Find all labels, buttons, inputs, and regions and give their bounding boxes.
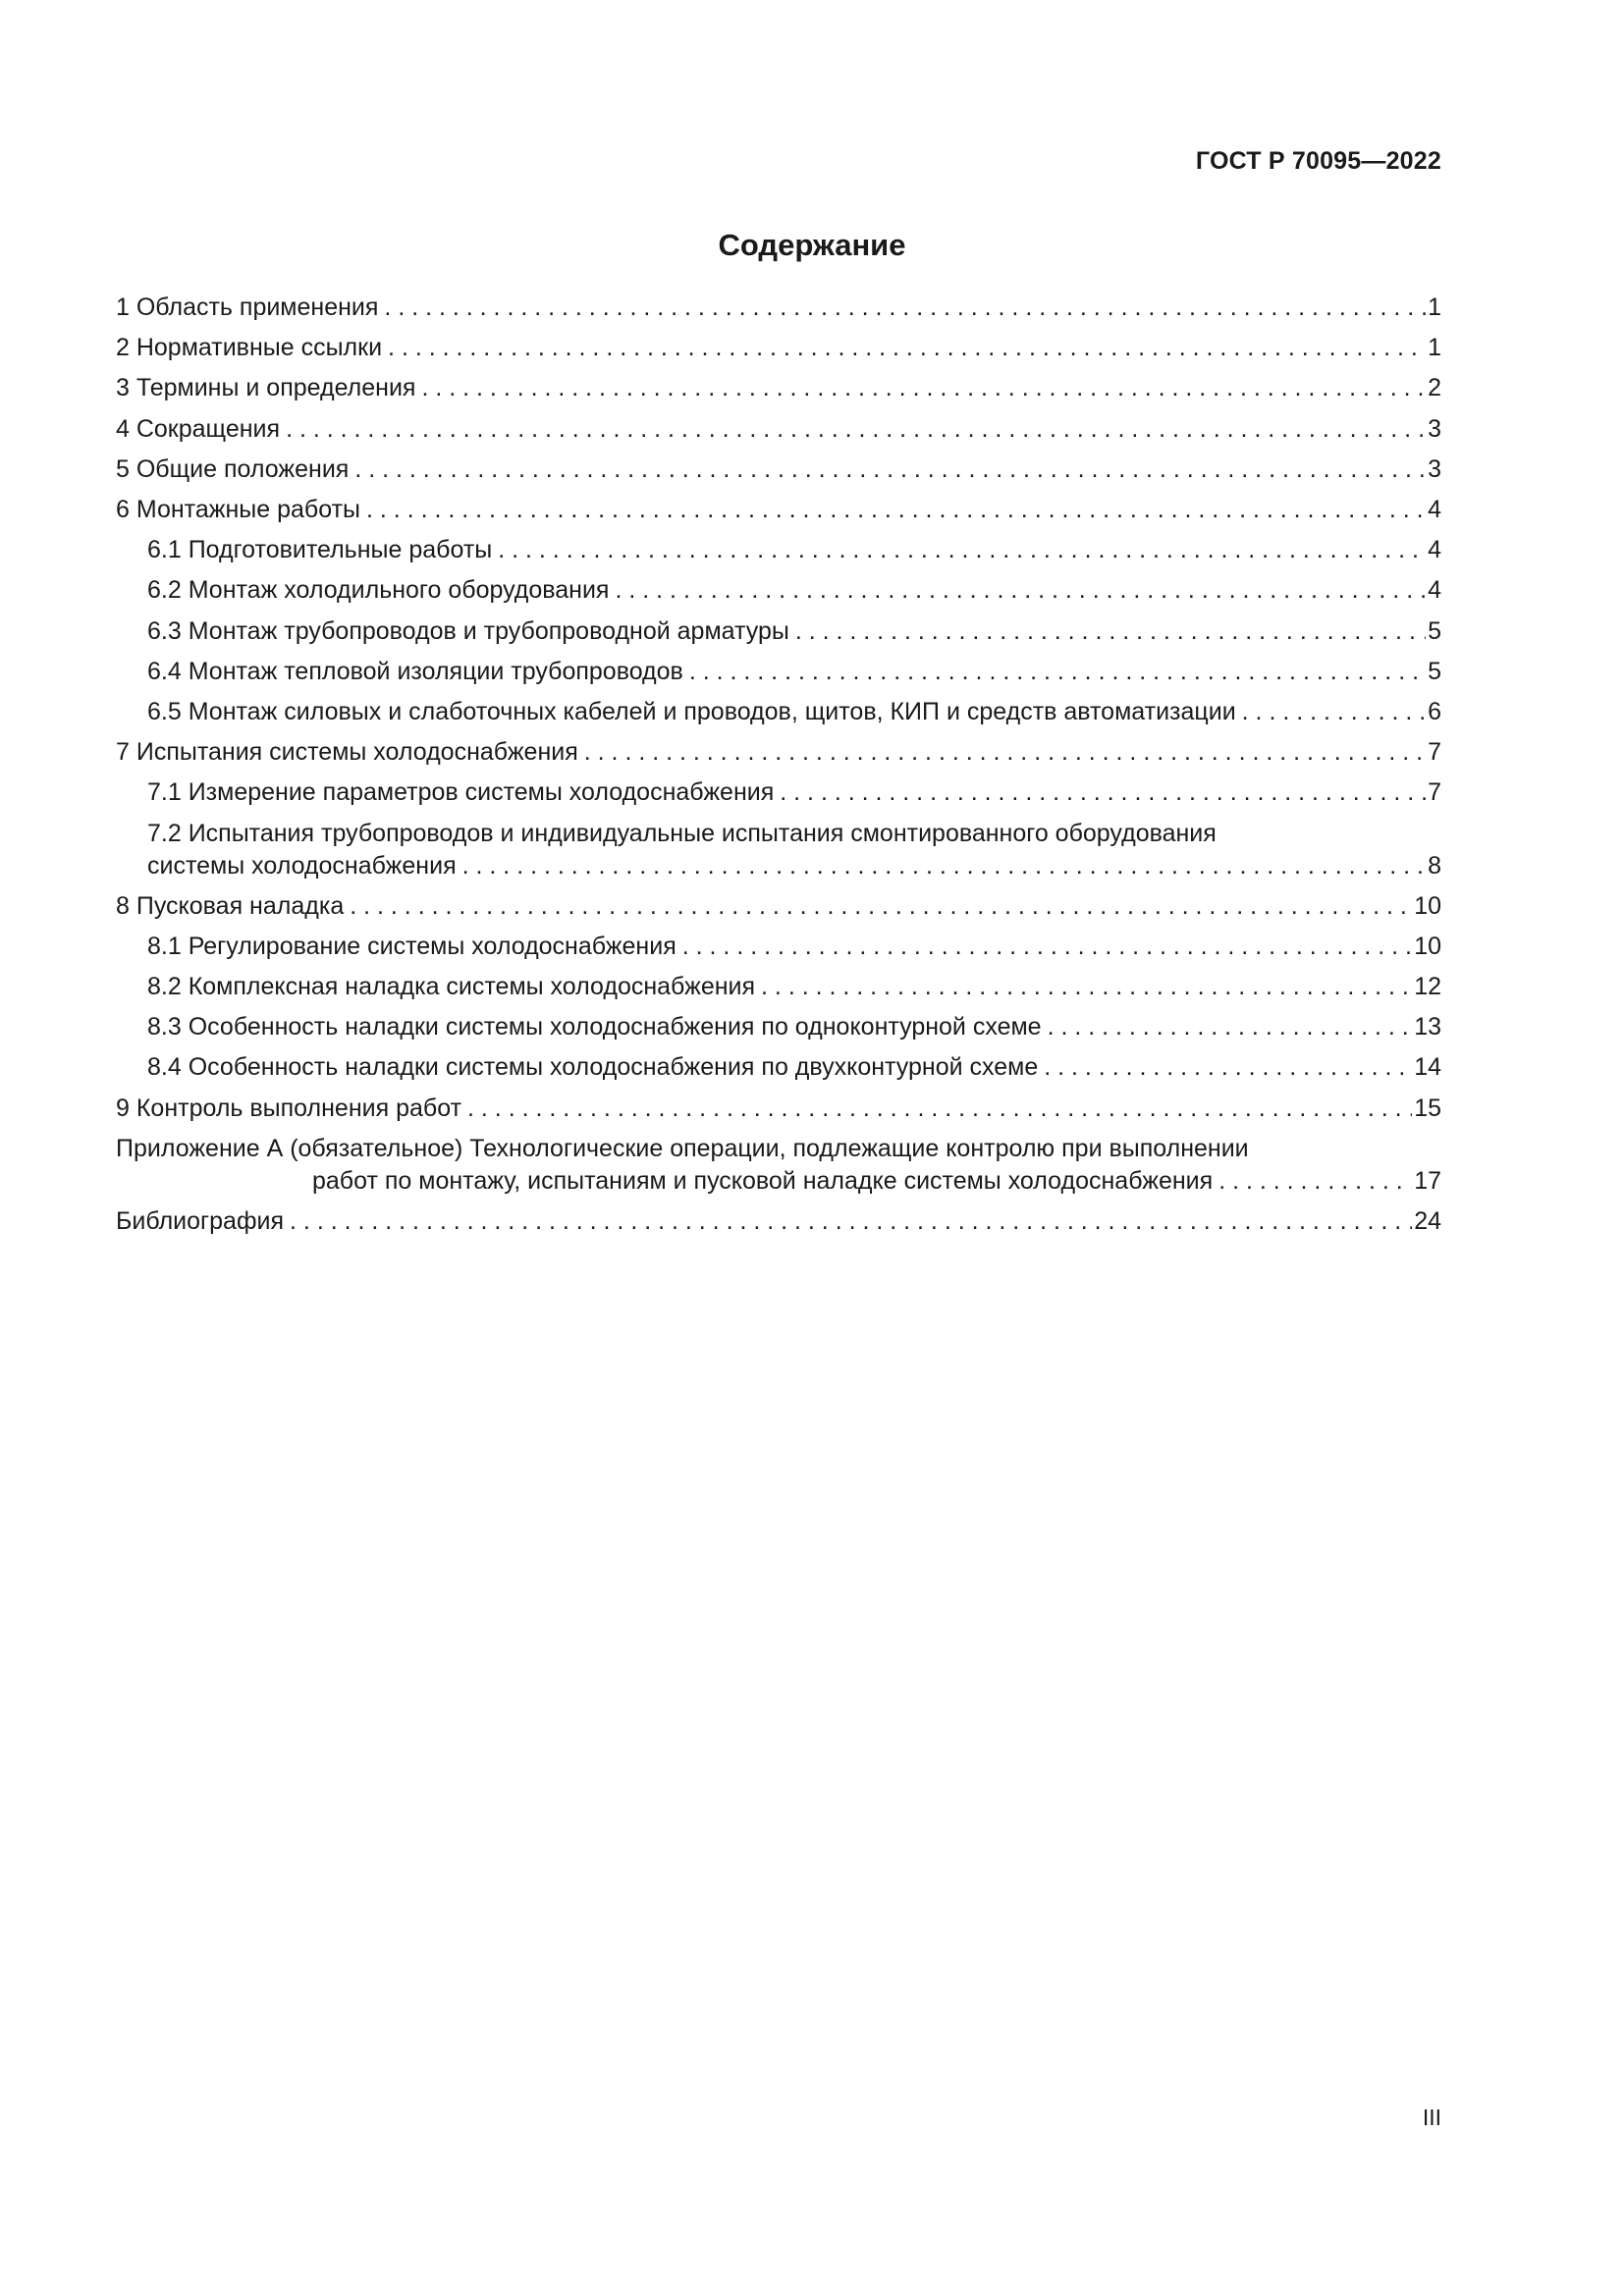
- toc-entry-label: 2 Нормативные ссылки: [116, 334, 383, 362]
- toc-entry-page: 14: [1414, 1053, 1441, 1082]
- toc-entry-label: 8.4 Особенность наладки системы холодоснабжения по двухконтурной схеме: [147, 1053, 1039, 1082]
- toc-entry-6-3[interactable]: [116, 612, 1441, 652]
- toc-leader-dots: [682, 927, 1412, 967]
- toc-entry-page: 7: [1428, 738, 1441, 767]
- toc-leader-dots: [354, 450, 1426, 490]
- toc-entry-5[interactable]: [116, 450, 1441, 490]
- toc-entry-label: 9 Контроль выполнения работ: [116, 1094, 462, 1122]
- toc-entry-label: 6.1 Подготовительные работы: [147, 536, 493, 564]
- toc-entry-label-line2: работ по монтажу, испытаниям и пусковой наладке системы холодоснабжения: [312, 1166, 1214, 1195]
- toc-entry-4[interactable]: [116, 409, 1441, 450]
- toc-entry-page: 17: [1414, 1166, 1441, 1195]
- toc-entry-page: 12: [1414, 973, 1441, 1001]
- toc-title: Содержание: [718, 228, 906, 262]
- toc-leader-dots: [462, 850, 1426, 882]
- toc-entry-page: 3: [1428, 414, 1441, 443]
- toc-entry-label: 8.1 Регулирование системы холодоснабжения: [147, 932, 677, 960]
- toc-entry-page: 7: [1428, 778, 1441, 807]
- toc-entry-7-2[interactable]: [116, 814, 1441, 886]
- toc-entry-label: 8.3 Особенность наладки системы холодоснабжения по одноконтурной схеме: [147, 1013, 1042, 1041]
- toc-entry-page: 10: [1414, 932, 1441, 960]
- toc-entry-label: 4 Сокращения: [116, 414, 281, 443]
- toc-entry-label-line1: 7.2 Испытания трубопроводов и индивидуальные испытания смонтированного оборудования: [147, 819, 1217, 847]
- toc-entry-9[interactable]: [116, 1089, 1441, 1129]
- toc-entry-label: 8.2 Комплексная наладка системы холодоснабжения: [147, 973, 756, 1001]
- toc-entry-6[interactable]: [116, 490, 1441, 530]
- toc-entry-label-line2: системы холодоснабжения: [147, 851, 457, 880]
- toc-leader-dots: [350, 886, 1412, 927]
- toc-leader-dots: [1048, 1007, 1413, 1047]
- toc-entry-page: 4: [1428, 576, 1441, 605]
- toc-leader-dots: [286, 409, 1426, 450]
- toc-entry-page: 2: [1428, 374, 1441, 402]
- toc-entry-6-2[interactable]: [116, 570, 1441, 611]
- toc-entry-page: 1: [1428, 294, 1441, 321]
- toc-entry-continuation: [147, 850, 1441, 882]
- toc-entry-page: 1: [1428, 334, 1441, 362]
- page-number: III: [1422, 2105, 1441, 2130]
- toc-entry-label: 6.5 Монтаж силовых и слаботочных кабелей и проводов, щитов, КИП и средств автоматизации: [147, 698, 1236, 726]
- toc-entry-label: 5 Общие положения: [116, 454, 350, 483]
- toc-entry-6-1[interactable]: [116, 530, 1441, 570]
- toc-entry-8-1[interactable]: [116, 927, 1441, 967]
- toc-leader-dots: [615, 570, 1426, 611]
- toc-entry-8-3[interactable]: [116, 1007, 1441, 1047]
- toc-entry-label: Библиография: [116, 1206, 285, 1235]
- toc-entry-8-2[interactable]: [116, 967, 1441, 1007]
- toc-entry-page: 4: [1428, 496, 1441, 524]
- toc-leader-dots: [1218, 1165, 1412, 1198]
- toc-entry-8[interactable]: [116, 886, 1441, 927]
- toc-entry-label: 6.3 Монтаж трубопроводов и трубопроводной арматуры: [147, 616, 789, 645]
- toc-entry-7-1[interactable]: [116, 773, 1441, 813]
- toc-entry-page: 6: [1428, 698, 1441, 726]
- toc-entry-label: 8 Пусковая наладка: [116, 891, 345, 920]
- toc-entry-label: 6.2 Монтаж холодильного оборудования: [147, 576, 610, 605]
- toc-entry-page: 15: [1414, 1094, 1441, 1122]
- toc-entry-6-5[interactable]: [116, 692, 1441, 732]
- toc-entry-page: 13: [1414, 1013, 1441, 1041]
- toc-leader-dots: [498, 530, 1426, 570]
- toc-entry-page: 8: [1428, 851, 1441, 880]
- toc-entry-label-line1: Приложение А (обязательное) Технологические операции, подлежащие контролю при выполнении: [116, 1134, 1249, 1162]
- toc-leader-dots: [421, 368, 1426, 408]
- toc-leader-dots: [388, 328, 1426, 368]
- toc-entry-page: 24: [1414, 1206, 1441, 1235]
- toc-leader-dots: [1242, 692, 1426, 732]
- toc-entry-page: 4: [1428, 536, 1441, 564]
- toc-leader-dots: [780, 773, 1426, 813]
- toc-leader-dots: [795, 612, 1426, 652]
- toc-leader-dots: [761, 967, 1412, 1007]
- table-of-contents: [116, 288, 1441, 1242]
- toc-leader-dots: [384, 288, 1426, 328]
- toc-leader-dots: [1044, 1047, 1412, 1088]
- toc-entry-label: 3 Термины и определения: [116, 374, 416, 402]
- toc-entry-page: 5: [1428, 657, 1441, 685]
- document-code: ГОСТ Р 70095—2022: [1195, 147, 1441, 175]
- toc-entry-label: 6.4 Монтаж тепловой изоляции трубопроводов: [147, 657, 683, 685]
- toc-entry-label: 7.1 Измерение параметров системы холодоснабжения: [147, 778, 775, 807]
- toc-entry-page: 5: [1428, 616, 1441, 645]
- toc-entry-label: 1 Область применения: [116, 294, 379, 321]
- toc-entry-label: 6 Монтажные работы: [116, 496, 360, 524]
- toc-entry-bibliography[interactable]: [116, 1201, 1441, 1242]
- toc-entry-page: 10: [1414, 891, 1441, 920]
- toc-leader-dots: [467, 1089, 1412, 1129]
- toc-entry-continuation: [116, 1165, 1441, 1198]
- toc-entry-page: 3: [1428, 454, 1441, 483]
- toc-entry-appendix-a[interactable]: [116, 1129, 1441, 1201]
- toc-entry-8-4[interactable]: [116, 1047, 1441, 1088]
- toc-entry-7[interactable]: [116, 732, 1441, 773]
- toc-entry-6-4[interactable]: [116, 652, 1441, 692]
- toc-entry-label: 7 Испытания системы холодоснабжения: [116, 738, 578, 767]
- toc-leader-dots: [290, 1201, 1412, 1242]
- toc-leader-dots: [366, 490, 1426, 530]
- toc-entry-2[interactable]: [116, 328, 1441, 368]
- toc-entry-3[interactable]: [116, 368, 1441, 408]
- toc-leader-dots: [689, 652, 1426, 692]
- toc-leader-dots: [584, 732, 1426, 773]
- toc-entry-1[interactable]: [116, 288, 1441, 328]
